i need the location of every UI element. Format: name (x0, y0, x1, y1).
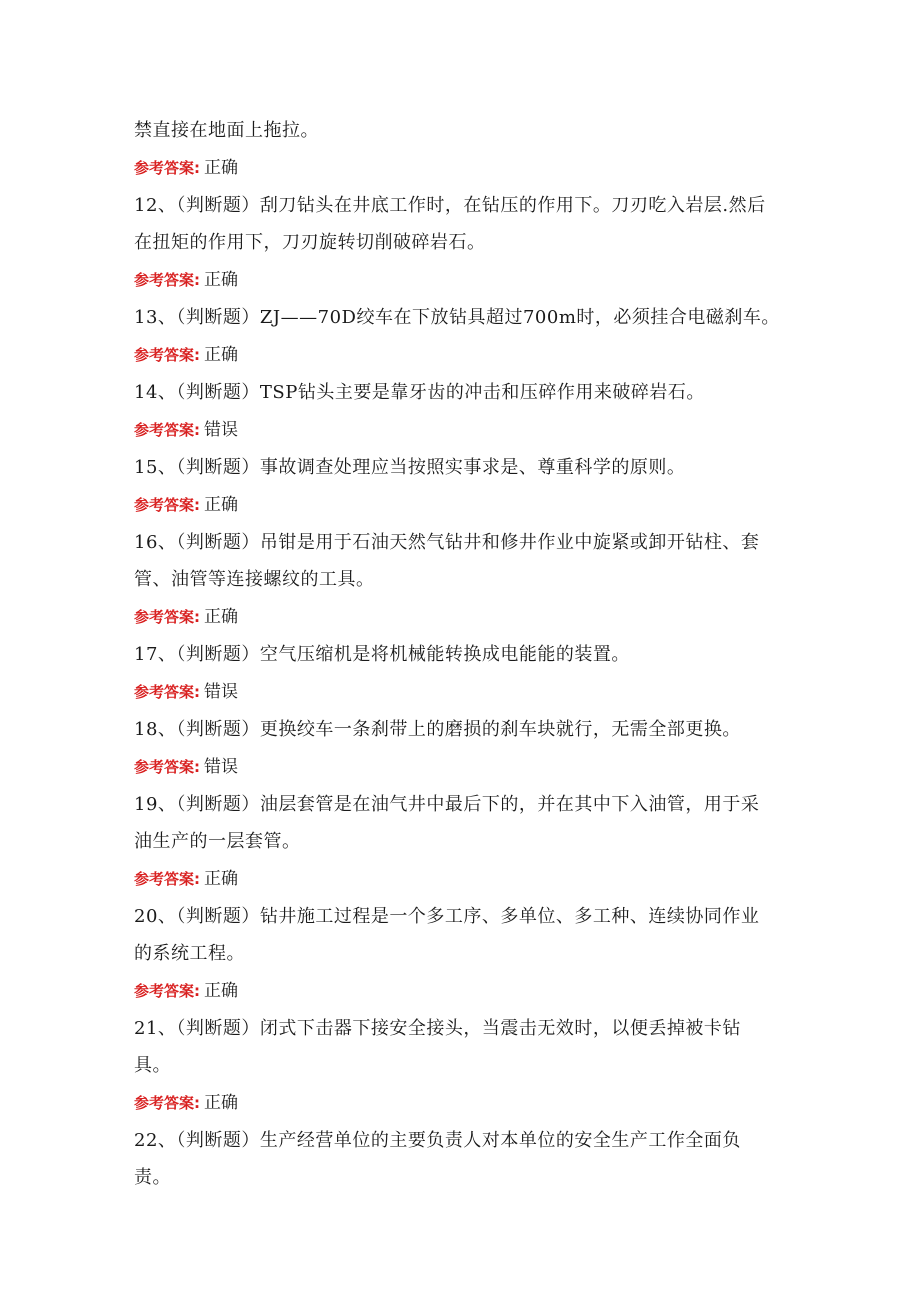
question-text: 22、（判断题）生产经营单位的主要负责人对本单位的安全生产工作全面负 (134, 1130, 741, 1151)
answer-label: 参考答案: (134, 271, 200, 289)
question-block (134, 636, 784, 711)
answer-row (134, 972, 784, 1010)
question-text: 21、（判断题）闭式下击器下接安全接头，当震击无效时，以便丢掉被卡钻 (134, 1018, 741, 1039)
question-text: 19、（判断题）油层套管是在油气井中最后下的，并在其中下入油管，用于采 (134, 794, 760, 815)
question-block (134, 1010, 784, 1122)
answer-label: 参考答案: (134, 346, 200, 364)
answer-row (134, 1084, 784, 1122)
question-text: 在扭矩的作用下，刀刃旋转切削破碎岩石。 (134, 232, 486, 253)
answer-value: 正确 (204, 345, 238, 365)
answer-label: 参考答案: (134, 608, 200, 626)
question-text: 16、（判断题）吊钳是用于石油天然气钻井和修井作业中旋紧或卸开钻柱、套 (134, 532, 760, 553)
question-text: 15、（判断题）事故调查处理应当按照实事求是、尊重科学的原则。 (134, 457, 686, 478)
question-text: 管、油管等连接螺纹的工具。 (134, 569, 375, 590)
answer-value: 正确 (204, 495, 238, 515)
answer-label: 参考答案: (134, 421, 200, 439)
question-text: 12、（判断题）刮刀钻头在井底工作时，在钻压的作用下。刀刃吃入岩层.然后 (134, 195, 766, 216)
question-block (134, 374, 784, 449)
answer-row (134, 598, 784, 636)
answer-value: 正确 (204, 270, 238, 290)
answer-row (134, 486, 784, 524)
question-block (134, 187, 784, 299)
question-block (134, 299, 784, 374)
answer-row (134, 673, 784, 711)
answer-label: 参考答案: (134, 758, 200, 776)
answer-value: 正确 (204, 869, 238, 889)
answer-value: 错误 (204, 757, 238, 777)
question-block (134, 112, 784, 187)
answer-label: 参考答案: (134, 683, 200, 701)
exam-page (134, 112, 784, 1196)
question-block (134, 1122, 784, 1196)
question-text: 禁直接在地面上拖拉。 (134, 120, 319, 141)
answer-label: 参考答案: (134, 982, 200, 1000)
answer-value: 正确 (204, 1093, 238, 1113)
answer-label: 参考答案: (134, 870, 200, 888)
question-block (134, 449, 784, 524)
question-text: 14、（判断题）TSP钻头主要是靠牙齿的冲击和压碎作用来破碎岩石。 (134, 382, 705, 403)
answer-value: 正确 (204, 607, 238, 627)
answer-row (134, 748, 784, 786)
answer-value: 正确 (204, 981, 238, 1001)
question-text: 18、（判断题）更换绞车一条刹带上的磨损的刹车块就行，无需全部更换。 (134, 719, 741, 740)
answer-label: 参考答案: (134, 1094, 200, 1112)
question-text: 13、（判断题）ZJ——70D绞车在下放钻具超过700m时，必须挂合电磁刹车。 (134, 307, 780, 328)
answer-row (134, 336, 784, 374)
question-text: 20、（判断题）钻井施工过程是一个多工序、多单位、多工种、连续协同作业 (134, 906, 760, 927)
answer-row (134, 411, 784, 449)
answer-row (134, 261, 784, 299)
answer-value: 错误 (204, 682, 238, 702)
answer-row (134, 860, 784, 898)
question-block (134, 786, 784, 898)
answer-value: 正确 (204, 158, 238, 178)
question-block (134, 524, 784, 636)
question-block (134, 898, 784, 1010)
question-text: 责。 (134, 1167, 171, 1188)
answer-label: 参考答案: (134, 159, 200, 177)
answer-row (134, 149, 784, 187)
question-text: 油生产的一层套管。 (134, 831, 301, 852)
question-text: 17、（判断题）空气压缩机是将机械能转换成电能能的装置。 (134, 644, 630, 665)
answer-label: 参考答案: (134, 496, 200, 514)
answer-value: 错误 (204, 420, 238, 440)
question-text: 具。 (134, 1055, 171, 1076)
question-text: 的系统工程。 (134, 943, 245, 964)
question-block (134, 711, 784, 786)
